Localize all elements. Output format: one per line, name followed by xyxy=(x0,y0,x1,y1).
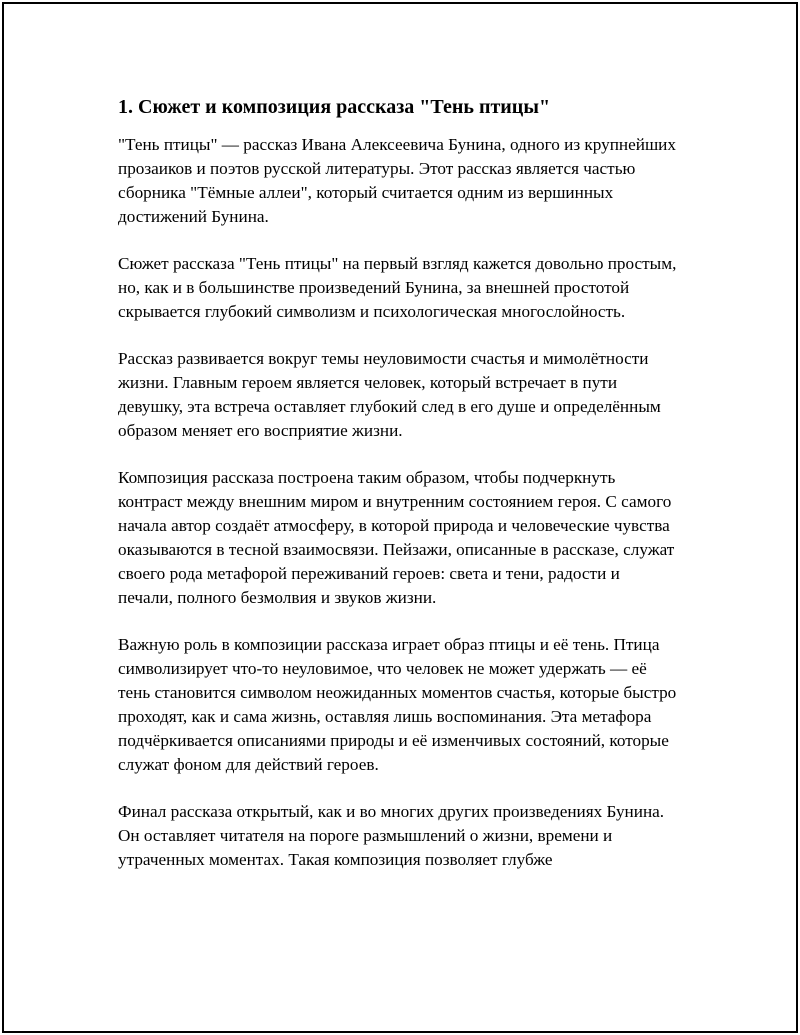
paragraph-theme: Рассказ развивается вокруг темы неуловимости счастья и мимолётности жизни. Главным героем является человек, который встречает в пути девушку, эта встреча оставляет глубокий след в его душе и определённым образом меняет его восприятие жизни. xyxy=(118,349,661,440)
paragraph-intro: "Тень птицы" — рассказ Ивана Алексеевича Бунина, одного из крупнейших прозаиков и поэтов русской литературы. Этот рассказ является частью сборника "Тёмные аллеи", который считается одним из вершинных достижений Бунина. xyxy=(118,135,676,226)
section-heading: 1. Сюжет и композиция рассказа "Тень птицы" xyxy=(118,96,551,118)
paragraph-composition: Композиция рассказа построена таким образом, чтобы подчеркнуть контраст между внешним миром и внутренним состоянием героя. С самого начала автор создаёт атмосферу, в которой природа и человеческие чувства оказываются в тесной взаимосвязи. Пейзажи, описанные в рассказе, служат своего рода метафорой переживаний героев: света и тени, радости и печали, полного безмолвия и звуков жизни. xyxy=(118,468,675,607)
paragraph-plot: Сюжет рассказа "Тень птицы" на первый взгляд кажется довольно простым, но, как и в большинстве произведений Бунина, за внешней простотой скрывается глубокий символизм и психологическая многослойность. xyxy=(118,254,677,321)
paragraph-finale: Финал рассказа открытый, как и во многих других произведениях Бунина. Он оставляет читателя на пороге размышлений о жизни, времени и утраченных моментах. Такая композиция позволяет глубже xyxy=(118,802,665,869)
document-body xyxy=(118,94,678,895)
paragraph-bird-image: Важную роль в композиции рассказа играет образ птицы и её тень. Птица символизирует что-то неуловимое, что человек не может удержать — её тень становится символом неожиданных моментов счастья, которые быстро проходят, как и сама жизнь, оставляя лишь воспоминания. Эта метафора подчёркивается описаниями природы и её изменчивых состояний, которые служат фоном для действий героев. xyxy=(118,635,677,774)
